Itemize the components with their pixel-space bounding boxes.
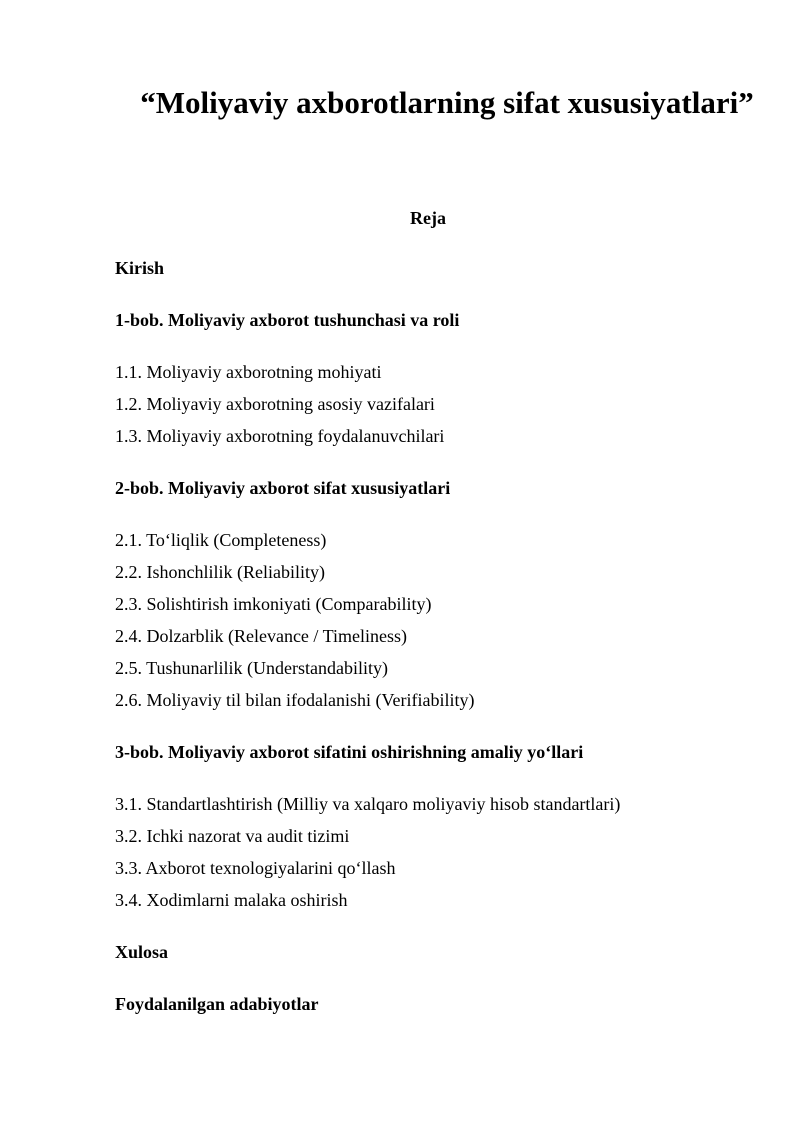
toc-item: 2.6. Moliyaviy til bilan ifodalanishi (Verifiability) — [115, 690, 475, 710]
conclusion-heading: Xulosa — [115, 942, 169, 962]
toc-item: 2.2. Ishonchlilik (Reliability) — [115, 562, 325, 582]
toc-item: 3.3. Axborot texnologiyalarini qo‘llash — [115, 858, 396, 878]
toc-item: 2.5. Tushunarlilik (Understandability) — [115, 658, 388, 678]
toc-item: 3.4. Xodimlarni malaka oshirish — [115, 890, 348, 910]
toc-item: 2.3. Solishtirish imkoniyati (Comparability) — [115, 594, 432, 614]
plan-heading: Reja — [410, 208, 446, 228]
toc-item: 1.2. Moliyaviy axborotning asosiy vazifalari — [115, 394, 435, 414]
toc-item: 2.4. Dolzarblik (Relevance / Timeliness) — [115, 626, 407, 646]
toc-item: 2.1. To‘liqlik (Completeness) — [115, 530, 327, 550]
intro-heading: Kirish — [115, 258, 165, 278]
toc-item: 1.3. Moliyaviy axborotning foydalanuvchilari — [115, 426, 445, 446]
toc-item: 3.2. Ichki nazorat va audit tizimi — [115, 826, 350, 846]
toc-item: 1.1. Moliyaviy axborotning mohiyati — [115, 362, 382, 382]
table-of-contents — [115, 255, 755, 1017]
references-heading: Foydalanilgan adabiyotlar — [115, 994, 319, 1014]
toc-item: 3.1. Standartlashtirish (Milliy va xalqaro moliyaviy hisob standartlari) — [115, 794, 621, 814]
chapter-2-heading: 2-bob. Moliyaviy axborot sifat xususiyatlari — [115, 478, 451, 498]
chapter-1-heading: 1-bob. Moliyaviy axborot tushunchasi va roli — [115, 310, 460, 330]
chapter-3-heading: 3-bob. Moliyaviy axborot sifatini oshirishning amaliy yo‘llari — [115, 742, 584, 762]
document-title: “Moliyaviy axborotlarning sifat xususiyatlari” — [140, 85, 754, 120]
